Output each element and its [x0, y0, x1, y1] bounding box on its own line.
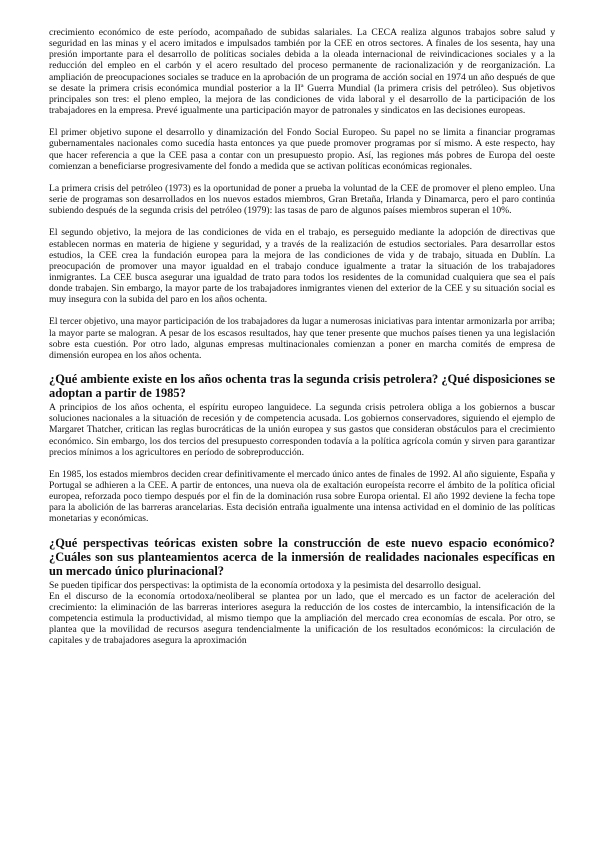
document-page [49, 27, 555, 647]
section-heading: ¿Qué perspectivas teóricas existen sobre la construcción de este nuevo espacio económico? ¿Cuáles son sus planteamientos acerca de la inmersión de realidades nacionales específicas en un mercado único plurinacional? [49, 535, 555, 578]
paragraph: En el discurso de la economía ortodoxa/neoliberal se plantea por un lado, que el mercado es un factor de aceleración del crecimiento: la eliminación de las barreras interiores asegura la reducción de los costes de intercambio, la intensificación de la competencia estimula la productividad, al mismo tiempo que la ampliación del mercado crea economías de escala. Por otro, se plantea que la movilidad de recursos asegura tendencialmente la unificación de los resultados económicos: la circulación de capitales y de trabajadores asegura la aproximación [49, 590, 555, 647]
paragraph: Se pueden tipificar dos perspectivas: la optimista de la economía ortodoxa y la pesimista del desarrollo desigual. [49, 579, 481, 591]
paragraph: En 1985, los estados miembros deciden crear definitivamente el mercado único antes de finales de 1992. Al año siguiente, España y Portugal se adhieren a la CEE. A partir de entonces, una nueva ola de exaltación europeísta recorre el ámbito de la política oficial europea, reforzada poco tiempo después por el fin de la dominación rusa sobre Europa oriental. El año 1992 deviene la fecha tope para la abolición de las barreras arancelarias. Esta decisión entraña igualmente una intensa actividad en el dominio de las políticas monetarias y económicas. [49, 468, 555, 525]
section-heading: ¿Qué ambiente existe en los años ochenta tras la segunda crisis petrolera? ¿Qué disposiciones se adoptan a partir de 1985? [49, 372, 555, 401]
paragraph: A principios de los años ochenta, el espíritu europeo languidece. La segunda crisis petrolera obliga a los gobiernos a buscar soluciones nacionales a la situación de recesión y de competencia acusada. Los gobiernos conservadores, siguiendo el ejemplo de Margaret Thatcher, critican las reglas burocráticas de la unión europea y sus gastos que consideran obstáculos para el crecimiento económico. Sin embargo, los dos tercios del presupuesto corresponden todavía a la política agrícola común y sirven para garantizar precios mínimos a los agricultores en período de sobreproducción. [49, 402, 555, 458]
paragraph: La primera crisis del petróleo (1973) es la oportunidad de poner a prueba la voluntad de la CEE de promover el pleno empleo. Una serie de programas son desarrollados en los nuevos estados miembros, Gran Bretaña, Irlanda y Dinamarca, pero el paro continúa subiendo después de la segunda crisis del petróleo (1979): las tasas de paro de algunos países miembros superan el 10%. [49, 182, 555, 217]
paragraph: El segundo objetivo, la mejora de las condiciones de vida en el trabajo, es perseguido mediante la adopción de directivas que establecen normas en materia de higiene y seguridad, y a través de la realización de estudios sectoriales. Para desarrollar estos estudios, la CEE crea la fundación europea para la mejora de las condiciones de vida y de trabajo, situada en Dublín. La preocupación de promover una mayor igualdad en el trabajo conduce igualmente a tratar la situación de los trabajadores inmigrantes. La CEE busca asegurar una igualdad de trato para todos los residentes de la comunidad cualquiera que sea el país donde trabajen. Sin embargo, la mayor parte de los trabajadores inmigrantes vienen del exterior de la CEE y su situación social es muy insegura con la subida del paro en los años ochenta. [49, 227, 555, 306]
paragraph: El primer objetivo supone el desarrollo y dinamización del Fondo Social Europeo. Su papel no se limita a financiar programas gubernamentales nacionales como sucedía hasta entonces ya que puede promover programas por sí mismo. A este respecto, hay que hacer referencia a que la CEE pasa a contar con un presupuesto propio. Así, las regiones más pobres de Europa del oeste comienzan a beneficiarse progresivamente del fondo a medida que se activan políticas económicas regionales. [49, 127, 555, 172]
paragraph: crecimiento económico de este período, acompañado de subidas salariales. La CECA realiza algunos trabajos sobre salud y seguridad en las minas y el acero imitados e impulsados también por la CEE en otros sectores. A finales de los sesenta, hay una presión importante para el desarrollo de políticas sociales debida a la oleada internacional de reivindicaciones sociales y a la reducción del empleo en el carbón y el acero resultado del proceso permanente de racionalización y de reorganización. La ampliación de preocupaciones sociales se traduce en la aprobación de un programa de acción social en 1974 un año después de que se desate la primera crisis económica mundial posterior a la IIª Guerra Mundial (la primera crisis del petróleo). Sus objetivos principales son tres: el pleno empleo, la mejora de las condiciones de vida laboral y el desarrollo de la participación de los trabajadores en la empresa. Prevé igualmente una participación mayor de patronales y sindicatos en las decisiones europeas. [49, 27, 555, 117]
paragraph: El tercer objetivo, una mayor participación de los trabajadores da lugar a numerosas iniciativas para intentar armonizarla por arriba; la mayor parte se malogran. A pesar de los escasos resultados, hay que tener presente que muchos países tienen ya una legislación sobre esta cuestión. Por otro lado, algunas empresas multinacionales comienzan a poner en marcha comités de empresa de dimensión europea en los años ochenta. [49, 316, 555, 361]
